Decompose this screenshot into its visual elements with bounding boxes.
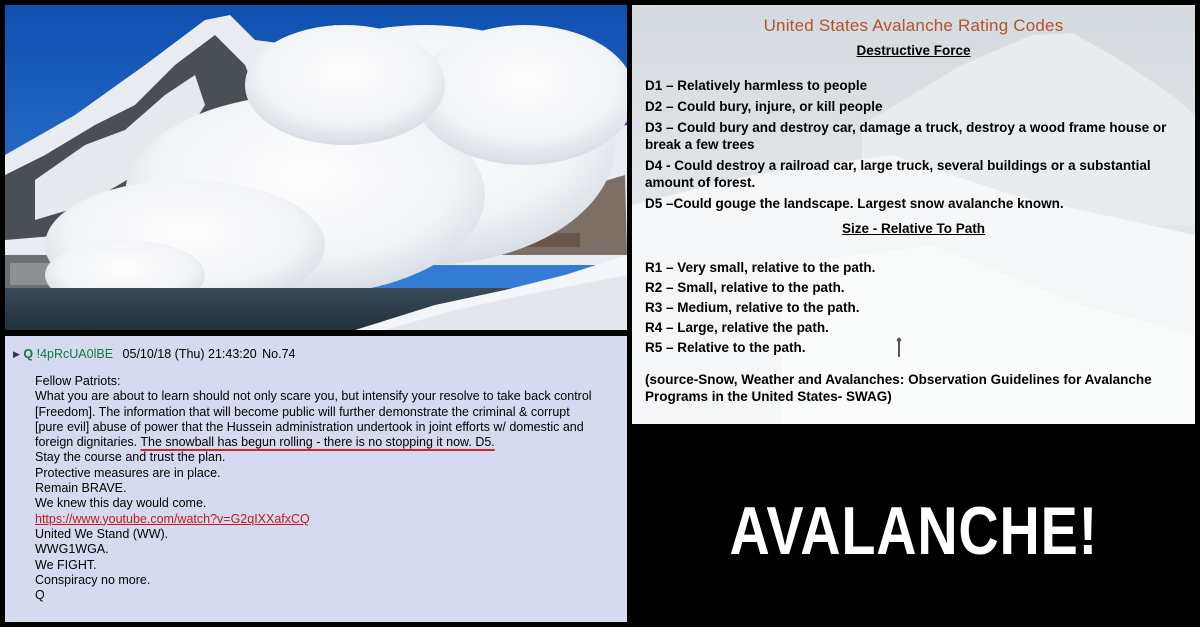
post-line <box>35 512 615 527</box>
post-header <box>13 347 296 361</box>
rating-codes-slide <box>632 5 1195 424</box>
code-item-d4: D4 - Could destroy a railroad car, large truck, several buildings or a substantial amount of forest. <box>645 158 1151 190</box>
post-datetime: 05/10/18 (Thu) 21:43:20 <box>122 347 257 361</box>
post-line: What you are about to learn should not only scare you, but intensify your resolve to take back control <box>35 389 592 404</box>
source-citation: (source-Snow, Weather and Avalanches: Observation Guidelines for Avalanche Programs in the United States- SWAG) <box>645 372 1152 404</box>
size-heading: Size - Relative To Path <box>841 221 986 236</box>
poster-tripcode: !4pRcUA0lBE <box>36 347 114 361</box>
code-item-r4: R4 – Large, relative the path. <box>645 320 829 335</box>
post-line: United We Stand (WW). <box>35 526 169 541</box>
post-line-text: foreign dignitaries. <box>35 435 141 450</box>
post-line: Stay the course and trust the plan. <box>35 450 226 465</box>
poster-name: Q <box>23 347 34 361</box>
post-line <box>35 435 615 450</box>
code-item-r2: R2 – Small, relative to the path. <box>645 280 845 295</box>
size-list <box>645 259 1185 359</box>
post-line: Protective measures are in place. <box>35 465 221 480</box>
banner <box>632 430 1195 622</box>
code-item-d1: D1 – Relatively harmless to people <box>645 78 868 93</box>
post-line: WWG1WGA. <box>35 542 109 557</box>
post-line: We FIGHT. <box>35 557 97 572</box>
post-line: We knew this day would come. <box>35 496 207 511</box>
code-item-d2: D2 – Could bury, injure, or kill people <box>645 99 883 114</box>
code-item-d3: D3 – Could bury and destroy car, damage a truck, destroy a wood frame house or break a few trees <box>645 120 1167 152</box>
code-item-r5: R5 – Relative to the path. <box>645 340 806 355</box>
destructive-force-heading: Destructive Force <box>856 43 971 58</box>
imageboard-post <box>5 336 627 622</box>
slide-title: United States Avalanche Rating Codes <box>763 16 1064 35</box>
post-body <box>35 374 615 603</box>
code-item-r1: R1 – Very small, relative to the path. <box>645 260 876 275</box>
post-menu-icon[interactable]: ▶ <box>13 349 20 359</box>
destructive-force-list <box>645 77 1185 216</box>
post-number[interactable]: No.74 <box>262 347 296 361</box>
post-line: Conspiracy no more. <box>35 572 151 587</box>
banner-text: AVALANCHE! <box>729 493 1098 569</box>
post-line: Remain BRAVE. <box>35 481 127 496</box>
post-line: [Freedom]. The information that will become public will further demonstrate the criminal & corrupt <box>35 404 570 419</box>
post-line: Fellow Patriots: <box>35 374 121 388</box>
highlighted-phrase: The snowball has begun rolling - there is no stopping it now. D5. <box>140 435 495 450</box>
avalanche-photo <box>5 5 627 330</box>
post-line: [pure evil] abuse of power that the Hussein administration undertook in joint efforts w/ domestic and <box>35 419 584 434</box>
post-line: Q <box>35 588 45 603</box>
youtube-link[interactable]: https://www.youtube.com/watch?v=G2qIXXafxCQ <box>35 511 310 526</box>
code-item-r3: R3 – Medium, relative to the path. <box>645 300 860 315</box>
code-item-d5: D5 –Could gouge the landscape. Largest snow avalanche known. <box>645 196 1064 211</box>
